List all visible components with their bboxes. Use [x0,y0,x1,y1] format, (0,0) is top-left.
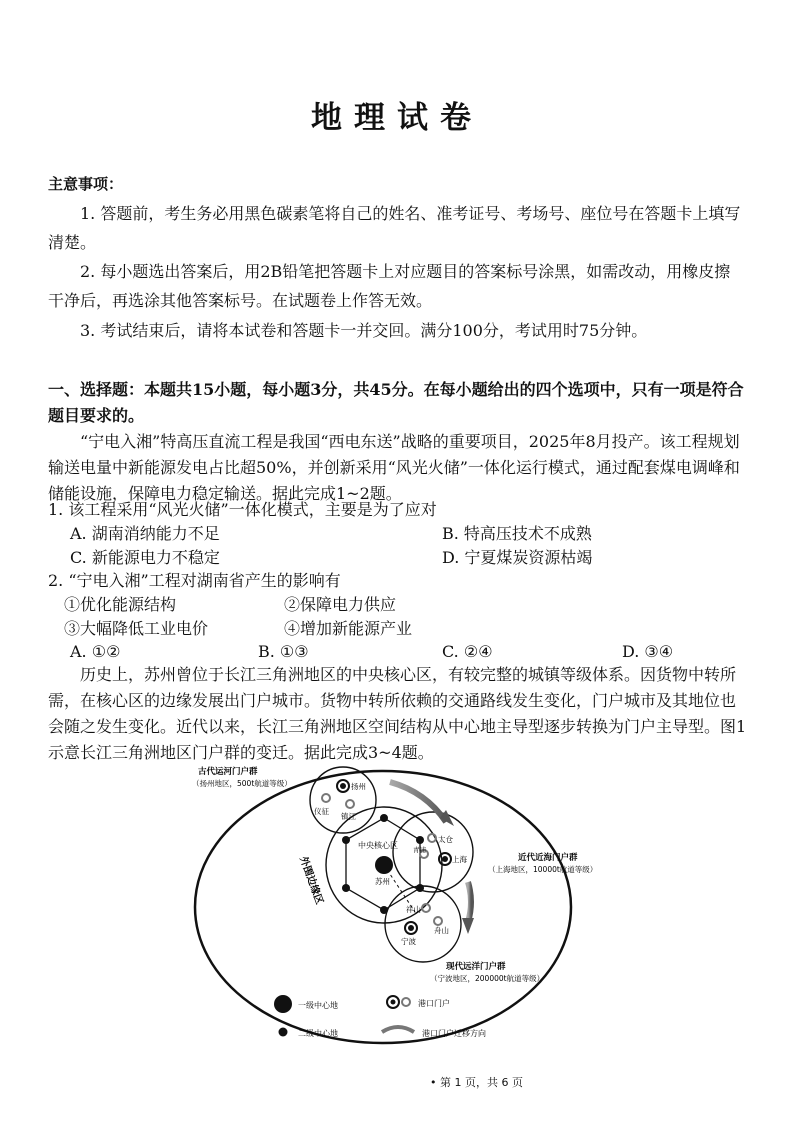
page-title: 地理试卷 [311,100,483,136]
core-label: 中央核心区 [358,841,398,850]
city-shanghai: 上海 [452,855,467,864]
question-1-option-c: C. 新能源电力不稳定 [70,548,220,567]
city-yizheng: 仪征 [314,807,329,816]
city-suzhou: 苏州 [375,877,390,886]
second-level-dot [416,836,424,844]
notice-item-1: 1. 答题前，考生务必用黑色碳素笔将自己的姓名、准考证号、考场号、座位号在答题卡上填写清楚。 [48,204,741,252]
section-heading: 一、选择题：本题共15小题，每小题3分，共45分。在每小题给出的四个选项中，只有一项是符合题目要求的。 [48,380,744,425]
city-xiangshan: 祥山 [406,905,421,914]
zhenjiang-port [346,800,354,808]
legend-first-level: 一级中心地 [298,1001,338,1010]
migration-arrow-2 [468,882,471,922]
passage-2: 历史上，苏州曾位于长江三角洲地区的中央核心区，有较完整的城镇等级体系。因货物中转所需，在核心区的边缘发展出门户城市。货物中转所依赖的交通路线发生变化，门户城市及其地位也会随之发生变化。近代以来，长江三角洲地区空间结构从中心地主导型逐步转换为门户主导型。图1示意长江三角洲地区门户群的变迁。据此完成3~4题。 [48,665,747,762]
far-group-circle [385,886,461,962]
second-level-dot [416,884,424,892]
zhoushan-port [434,917,442,925]
question-2-option-a: A. ①② [70,642,121,661]
legend-first-level-symbol [274,995,292,1013]
question-2-statement-3: ③大幅降低工业电价 [64,619,209,638]
second-level-dot [342,884,350,892]
city-yangzhou: 扬州 [351,782,366,791]
far-group-label: 现代远洋门户群 [446,962,506,972]
question-2-option-c: C. ②④ [442,642,493,661]
far-group-note: （宁波地区，200000t航道等级） [430,974,545,983]
question-1-option-a: A. 湖南消纳能力不足 [70,524,220,543]
legend-second-level-symbol [279,1028,288,1037]
question-2-statement-4: ④增加新能源产业 [284,619,413,638]
migration-arrow-1 [390,782,446,822]
figure-1-gateway-map [168,762,648,1052]
second-level-dot [380,906,388,914]
city-zhoushan: 舟山 [434,926,449,935]
notice-heading: 主意事项： [48,175,124,193]
city-taicang: 太仓 [438,835,453,844]
near-group-note: （上海地区，10000t航道等级） [488,865,598,874]
ancient-group-label: 古代运河门户群 [198,767,258,777]
city-zhenjiang: 镇江 [341,812,356,821]
legend-migration-symbol [382,1027,414,1032]
legend-second-level: 二级中心地 [298,1029,338,1038]
question-2-option-d: D. ③④ [622,642,674,661]
legend-migration: 港口门户迁移方向 [422,1029,486,1038]
suzhou-first-level-dot [375,856,393,874]
passage-1: “宁电入湘”特高压直流工程是我国“西电东送”战略的重要项目，2025年8月投产。该工程规划输送电量中新能源发电占比超50%，并创新采用“风光火储”一体化运行模式，通过配套煤电调峰和储能设施，保障电力稳定输送。据此完成1~2题。 [48,432,740,503]
legend-port: 港口门户 [418,999,450,1008]
second-level-dot [342,836,350,844]
page-footer: • 第 1 页，共 6 页 [430,1076,523,1089]
question-2-stem: 2. “宁电入湘”工程对湖南省产生的影响有 [48,571,341,590]
ancient-group-note: （扬州地区，500t航道等级） [192,779,292,788]
second-level-dot [380,814,388,822]
yizheng-port [322,794,330,802]
question-1-stem: 1. 该工程采用“风光火储”一体化模式，主要是为了应对 [48,500,437,519]
question-2-statement-2: ②保障电力供应 [284,595,397,614]
near-group-circle [393,812,473,892]
city-ningbo: 宁波 [401,937,416,946]
question-1-option-d: D. 宁夏煤炭资源枯竭 [442,548,593,567]
notice-item-3: 3. 考试结束后，请将本试卷和答题卡一并交回。满分100分，考试用时75分钟。 [80,321,648,340]
city-qingpu: 青浦 [413,846,426,854]
notice-item-2: 2. 每小题选出答案后，用2B铅笔把答题卡上对应题目的答案标号涂黑，如需改动，用橡皮擦干净后，再选涂其他答案标号。在试题卷上作答无效。 [48,262,731,310]
outer-label: 外围边缘区 [297,855,325,907]
question-1-option-b: B. 特高压技术不成熟 [442,524,592,543]
question-2-option-b: B. ①③ [258,642,309,661]
question-2-statement-1: ①优化能源结构 [64,595,177,614]
near-group-label: 近代近海门户群 [518,853,578,863]
